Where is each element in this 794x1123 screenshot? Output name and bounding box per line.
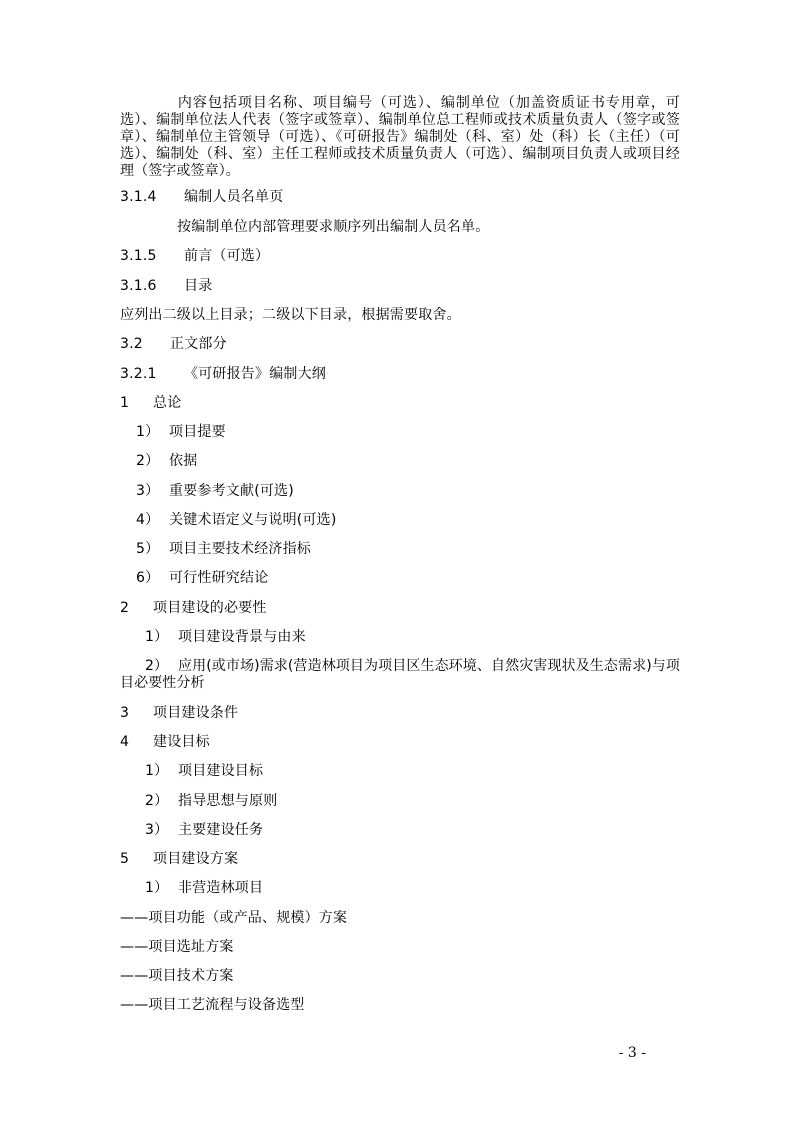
ch1-item-1: 1） 项目提要 bbox=[136, 424, 226, 440]
chapter-1-heading: 1 总论 bbox=[120, 395, 182, 411]
dash-item-4: ——项目工艺流程与设备选型 bbox=[120, 997, 305, 1013]
ch1-item-5: 5） 项目主要技术经济指标 bbox=[136, 541, 311, 557]
ch1-item-2: 2） 依据 bbox=[136, 453, 198, 469]
ch5-item-1: 1） 非营造林项目 bbox=[145, 880, 264, 896]
chapter-2-heading: 2 项目建设的必要性 bbox=[120, 600, 267, 616]
section-3-1-6-text: 应列出二级以上目录；二级以下目录，根据需要取舍。 bbox=[120, 307, 461, 323]
intro-paragraph: 内容包括项目名称、项目编号（可选）、编制单位（加盖资质证书专用章，可选）、编制单位法人代表（签字或签章）、编制单位总工程师或技术质量负责人（签字或签章）、编制单位主管领导（可选）、《可研报告》编制处（科、室）处（科）长（主任）（可选）、编制处（科、室）主任工程师或技术质量负责人（可选）、编制项目负责人或项目经理（签字或签章）。 bbox=[120, 95, 680, 179]
ch1-item-4: 4） 关键术语定义与说明(可选) bbox=[136, 512, 337, 528]
dash-item-2: ——项目选址方案 bbox=[120, 939, 234, 955]
chapter-3-heading: 3 项目建设条件 bbox=[120, 705, 239, 721]
section-3-1-4-heading: 3.1.4 编制人员名单页 bbox=[120, 189, 284, 205]
ch1-item-3: 3） 重要参考文献(可选) bbox=[136, 483, 294, 499]
section-3-1-6-heading: 3.1.6 目录 bbox=[120, 278, 213, 294]
ch1-item-6: 6） 可行性研究结论 bbox=[136, 570, 269, 586]
ch2-item-2: 2） 应用(或市场)需求(营造林项目为项目区生态环境、自然灾害现状及生态需求)与项目必要性分析 bbox=[120, 658, 680, 691]
chapter-4-heading: 4 建设目标 bbox=[120, 734, 210, 750]
ch4-item-2: 2） 指导思想与原则 bbox=[145, 793, 278, 809]
ch2-item-1: 1） 项目建设背景与由来 bbox=[145, 629, 306, 645]
chapter-5-heading: 5 项目建设方案 bbox=[120, 851, 239, 867]
section-3-2-heading: 3.2 正文部分 bbox=[120, 336, 227, 352]
section-3-1-4-text: 按编制单位内部管理要求顺序列出编制人员名单。 bbox=[177, 219, 490, 235]
dash-item-3: ——项目技术方案 bbox=[120, 968, 234, 984]
ch4-item-1: 1） 项目建设目标 bbox=[145, 763, 264, 779]
dash-item-1: ——项目功能（或产品、规模）方案 bbox=[120, 910, 348, 926]
ch4-item-3: 3） 主要建设任务 bbox=[145, 822, 264, 838]
page-number: - 3 - bbox=[618, 1045, 646, 1061]
section-3-2-1-heading: 3.2.1 《可研报告》编制大纲 bbox=[120, 366, 326, 382]
section-3-1-5-heading: 3.1.5 前言（可选） bbox=[120, 248, 270, 264]
